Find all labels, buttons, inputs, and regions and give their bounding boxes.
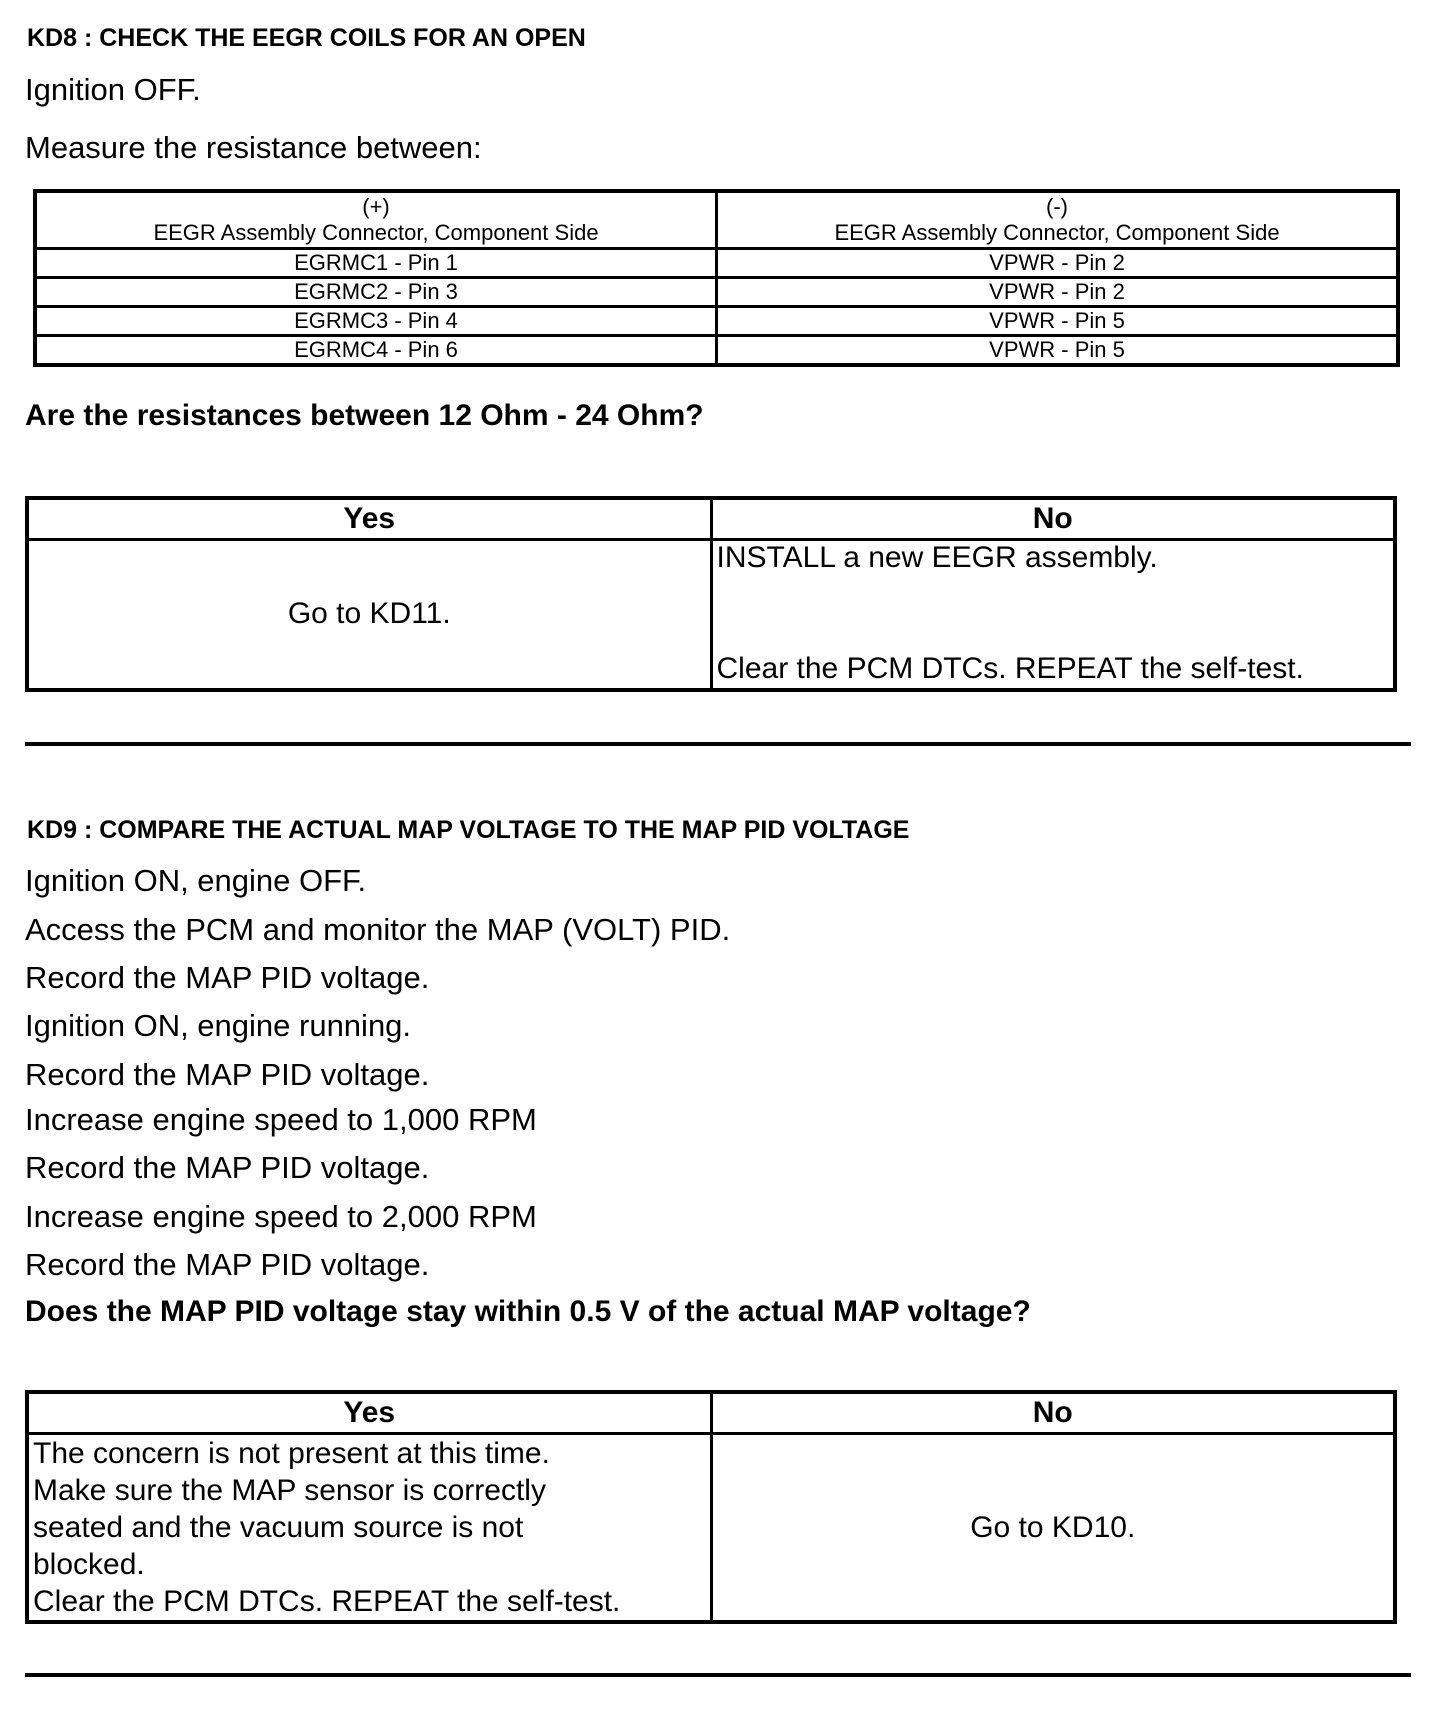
- header-positive: [35, 191, 717, 249]
- cell: EGRMC3 - Pin 4: [35, 307, 717, 336]
- connector-label: EEGR Assembly Connector, Component Side: [153, 220, 599, 245]
- kd9-question: Does the MAP PID voltage stay within 0.5 V of the actual MAP voltage?: [25, 1295, 1031, 1328]
- table-row: [35, 307, 1398, 336]
- yes-header: Yes: [27, 498, 711, 540]
- no-cell: Go to KD10.: [711, 1434, 1395, 1623]
- kd8-question: Are the resistances between 12 Ohm - 24 Ohm?: [25, 399, 704, 432]
- yes-line: The concern is not present at this time.: [33, 1437, 550, 1470]
- yes-cell: Go to KD11.: [27, 540, 711, 690]
- no-action: Clear the PCM DTCs. REPEAT the self-test.: [716, 651, 1304, 685]
- kd8-step: Measure the resistance between:: [25, 130, 482, 165]
- cell: EGRMC4 - Pin 6: [35, 336, 717, 366]
- no-header: No: [711, 498, 1395, 540]
- kd8-title: KD8 : CHECK THE EEGR COILS FOR AN OPEN: [27, 24, 586, 52]
- cell: VPWR - Pin 2: [717, 249, 1399, 278]
- yes-line: Make sure the MAP sensor is correctly: [33, 1474, 546, 1507]
- kd8-step: Ignition OFF.: [25, 72, 201, 107]
- cell: EGRMC2 - Pin 3: [35, 278, 717, 307]
- yes-line: seated and the vacuum source is not: [33, 1511, 524, 1544]
- yes-cell: [27, 1434, 711, 1623]
- section-divider: [25, 1673, 1411, 1677]
- kd9-step: Increase engine speed to 2,000 RPM: [25, 1199, 537, 1234]
- kd9-step: Record the MAP PID voltage.: [25, 1057, 430, 1092]
- cell: EGRMC1 - Pin 1: [35, 249, 717, 278]
- kd9-step: Record the MAP PID voltage.: [25, 960, 430, 995]
- cell: VPWR - Pin 5: [717, 307, 1399, 336]
- resistance-measurement-table: [33, 189, 1400, 367]
- yes-header: Yes: [27, 1392, 711, 1434]
- sign-label: (+): [362, 194, 390, 219]
- section-divider: [25, 742, 1411, 746]
- connector-label: EEGR Assembly Connector, Component Side: [834, 220, 1280, 245]
- kd8-result-table: [25, 496, 1397, 692]
- sign-label: (-): [1046, 194, 1068, 219]
- kd9-step: Record the MAP PID voltage.: [25, 1247, 430, 1282]
- no-header: No: [711, 1392, 1395, 1434]
- table-header-row: [35, 191, 1398, 249]
- no-cell: [711, 540, 1395, 690]
- kd9-title: KD9 : COMPARE THE ACTUAL MAP VOLTAGE TO THE MAP PID VOLTAGE: [27, 816, 910, 844]
- no-action: INSTALL a new EEGR assembly.: [716, 541, 1158, 574]
- header-negative: [717, 191, 1399, 249]
- cell: VPWR - Pin 2: [717, 278, 1399, 307]
- kd9-step: Ignition ON, engine running.: [25, 1008, 412, 1043]
- table-row: [35, 249, 1398, 278]
- table-row: [35, 336, 1398, 366]
- yes-line: Clear the PCM DTCs. REPEAT the self-test.: [33, 1585, 621, 1618]
- kd9-step: Increase engine speed to 1,000 RPM: [25, 1102, 537, 1137]
- yes-line: blocked.: [33, 1548, 145, 1581]
- kd9-step: Record the MAP PID voltage.: [25, 1150, 430, 1185]
- kd9-result-table: [25, 1390, 1397, 1624]
- table-row: [35, 278, 1398, 307]
- kd9-step: Access the PCM and monitor the MAP (VOLT) PID.: [25, 912, 731, 947]
- cell: VPWR - Pin 5: [717, 336, 1399, 366]
- kd9-step: Ignition ON, engine OFF.: [25, 863, 367, 898]
